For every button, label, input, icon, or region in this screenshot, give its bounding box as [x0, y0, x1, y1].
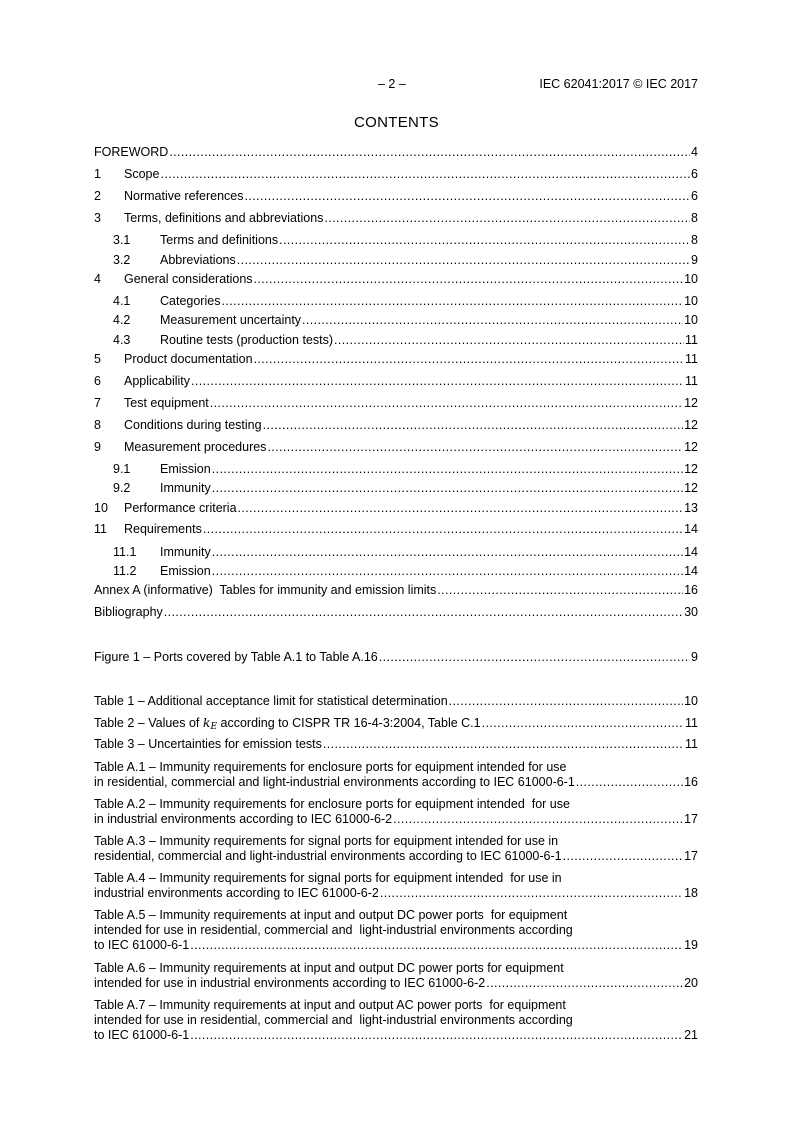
list-of-tables-entry[interactable]: Table A.5 – Immunity requirements at input and output DC power ports for equipment intended for use in residential, commercial and light-industrial environments according to IEC 61000-6-1 ..... 19 — [94, 908, 698, 953]
list-of-figures-entry[interactable]: Figure 1 – Ports covered by Table A.1 to Table A.16 ..... 9 — [94, 650, 698, 665]
list-of-tables-entry[interactable]: Table 2 – Values of $k_E$ according to CISPR TR 16-4-3:2004, Table C.1 ..... 11 — [94, 715, 698, 735]
list-of-tables-entry[interactable]: Table A.1 – Immunity requirements for enclosure ports for equipment intended for use in residential, commercial and light-industrial environments according to IEC 61000-6-1 ..... 16 — [94, 760, 698, 790]
toc-entry-requirements[interactable]: 11 Requirements ..... 14 — [94, 522, 698, 537]
toc-entry-bibliography[interactable]: Bibliography ..... 30 — [94, 605, 698, 620]
list-of-tables-entry[interactable]: Table A.2 – Immunity requirements for enclosure ports for equipment intended for use in industrial environments according to IEC 61000-6-2 ..... 17 — [94, 797, 698, 827]
toc-entry-performance-criteria[interactable]: 10 Performance criteria ..... 13 — [94, 501, 698, 516]
toc-entry-applicability[interactable]: 6 Applicability ..... 11 — [94, 374, 698, 389]
document-reference: IEC 62041:2017 © IEC 2017 — [539, 77, 698, 91]
list-of-tables-entry[interactable]: Table 1 – Additional acceptance limit for statistical determination ..... 10 — [94, 694, 698, 709]
math-variable: $k_E$ — [202, 715, 218, 732]
toc-entry-terms-definitions[interactable]: 3 Terms, definitions and abbreviations ..... 8 — [94, 211, 698, 226]
toc-entry-test-equipment[interactable]: 7 Test equipment ..... 12 — [94, 396, 698, 411]
toc-entry-scope[interactable]: 1 Scope ..... 6 — [94, 167, 698, 182]
toc-entry-normative-references[interactable]: 2 Normative references ..... 6 — [94, 189, 698, 204]
toc-entry-measurement-procedures[interactable]: 9 Measurement procedures ..... 12 — [94, 440, 698, 455]
toc-entry-immunity[interactable]: 9.2 Immunity ..... 12 — [94, 481, 698, 496]
toc-entry-product-documentation[interactable]: 5 Product documentation ..... 11 — [94, 352, 698, 367]
page-header — [94, 77, 698, 93]
toc-entry-terms-and-definitions[interactable]: 3.1 Terms and definitions ..... 8 — [94, 233, 698, 248]
toc-entry-emission[interactable]: 9.1 Emission ..... 12 — [94, 462, 698, 477]
page-number: – 2 – — [378, 77, 406, 91]
toc-entry-requirements-immunity[interactable]: 11.1 Immunity ..... 14 — [94, 545, 698, 560]
toc-entry-annex-a[interactable]: Annex A (informative) Tables for immunity and emission limits ..... 16 — [94, 583, 698, 598]
list-of-tables-entry[interactable]: Table A.3 – Immunity requirements for signal ports for equipment intended for use in residential, commercial and light-industrial environments according to IEC 61000-6-1 ..... 17 — [94, 834, 698, 864]
list-of-tables-entry[interactable]: Table A.7 – Immunity requirements at input and output AC power ports for equipment intended for use in residential, commercial and light-industrial environments according to IEC 61000-6-1 ..... 21 — [94, 998, 698, 1043]
toc-entry-conditions-during-testing[interactable]: 8 Conditions during testing ..... 12 — [94, 418, 698, 433]
toc-entry-measurement-uncertainty[interactable]: 4.2 Measurement uncertainty ..... 10 — [94, 313, 698, 328]
toc-entry-abbreviations[interactable]: 3.2 Abbreviations ..... 9 — [94, 253, 698, 268]
toc-entry-foreword[interactable]: FOREWORD ..... 4 — [94, 145, 698, 160]
list-of-tables-entry[interactable]: Table A.6 – Immunity requirements at input and output DC power ports for equipment intended for use in industrial environments according to IEC 61000-6-2 ..... 20 — [94, 961, 698, 991]
toc-entry-categories[interactable]: 4.1 Categories ..... 10 — [94, 294, 698, 309]
toc-entry-general-considerations[interactable]: 4 General considerations ..... 10 — [94, 272, 698, 287]
toc-entry-routine-tests[interactable]: 4.3 Routine tests (production tests) ..... 11 — [94, 333, 698, 348]
list-of-tables-entry[interactable]: Table 3 – Uncertainties for emission tests ..... 11 — [94, 737, 698, 752]
contents-title: CONTENTS — [354, 114, 439, 131]
toc-entry-requirements-emission[interactable]: 11.2 Emission ..... 14 — [94, 564, 698, 579]
list-of-tables-entry[interactable]: Table A.4 – Immunity requirements for signal ports for equipment intended for use in industrial environments according to IEC 61000-6-2 ..... 18 — [94, 871, 698, 901]
